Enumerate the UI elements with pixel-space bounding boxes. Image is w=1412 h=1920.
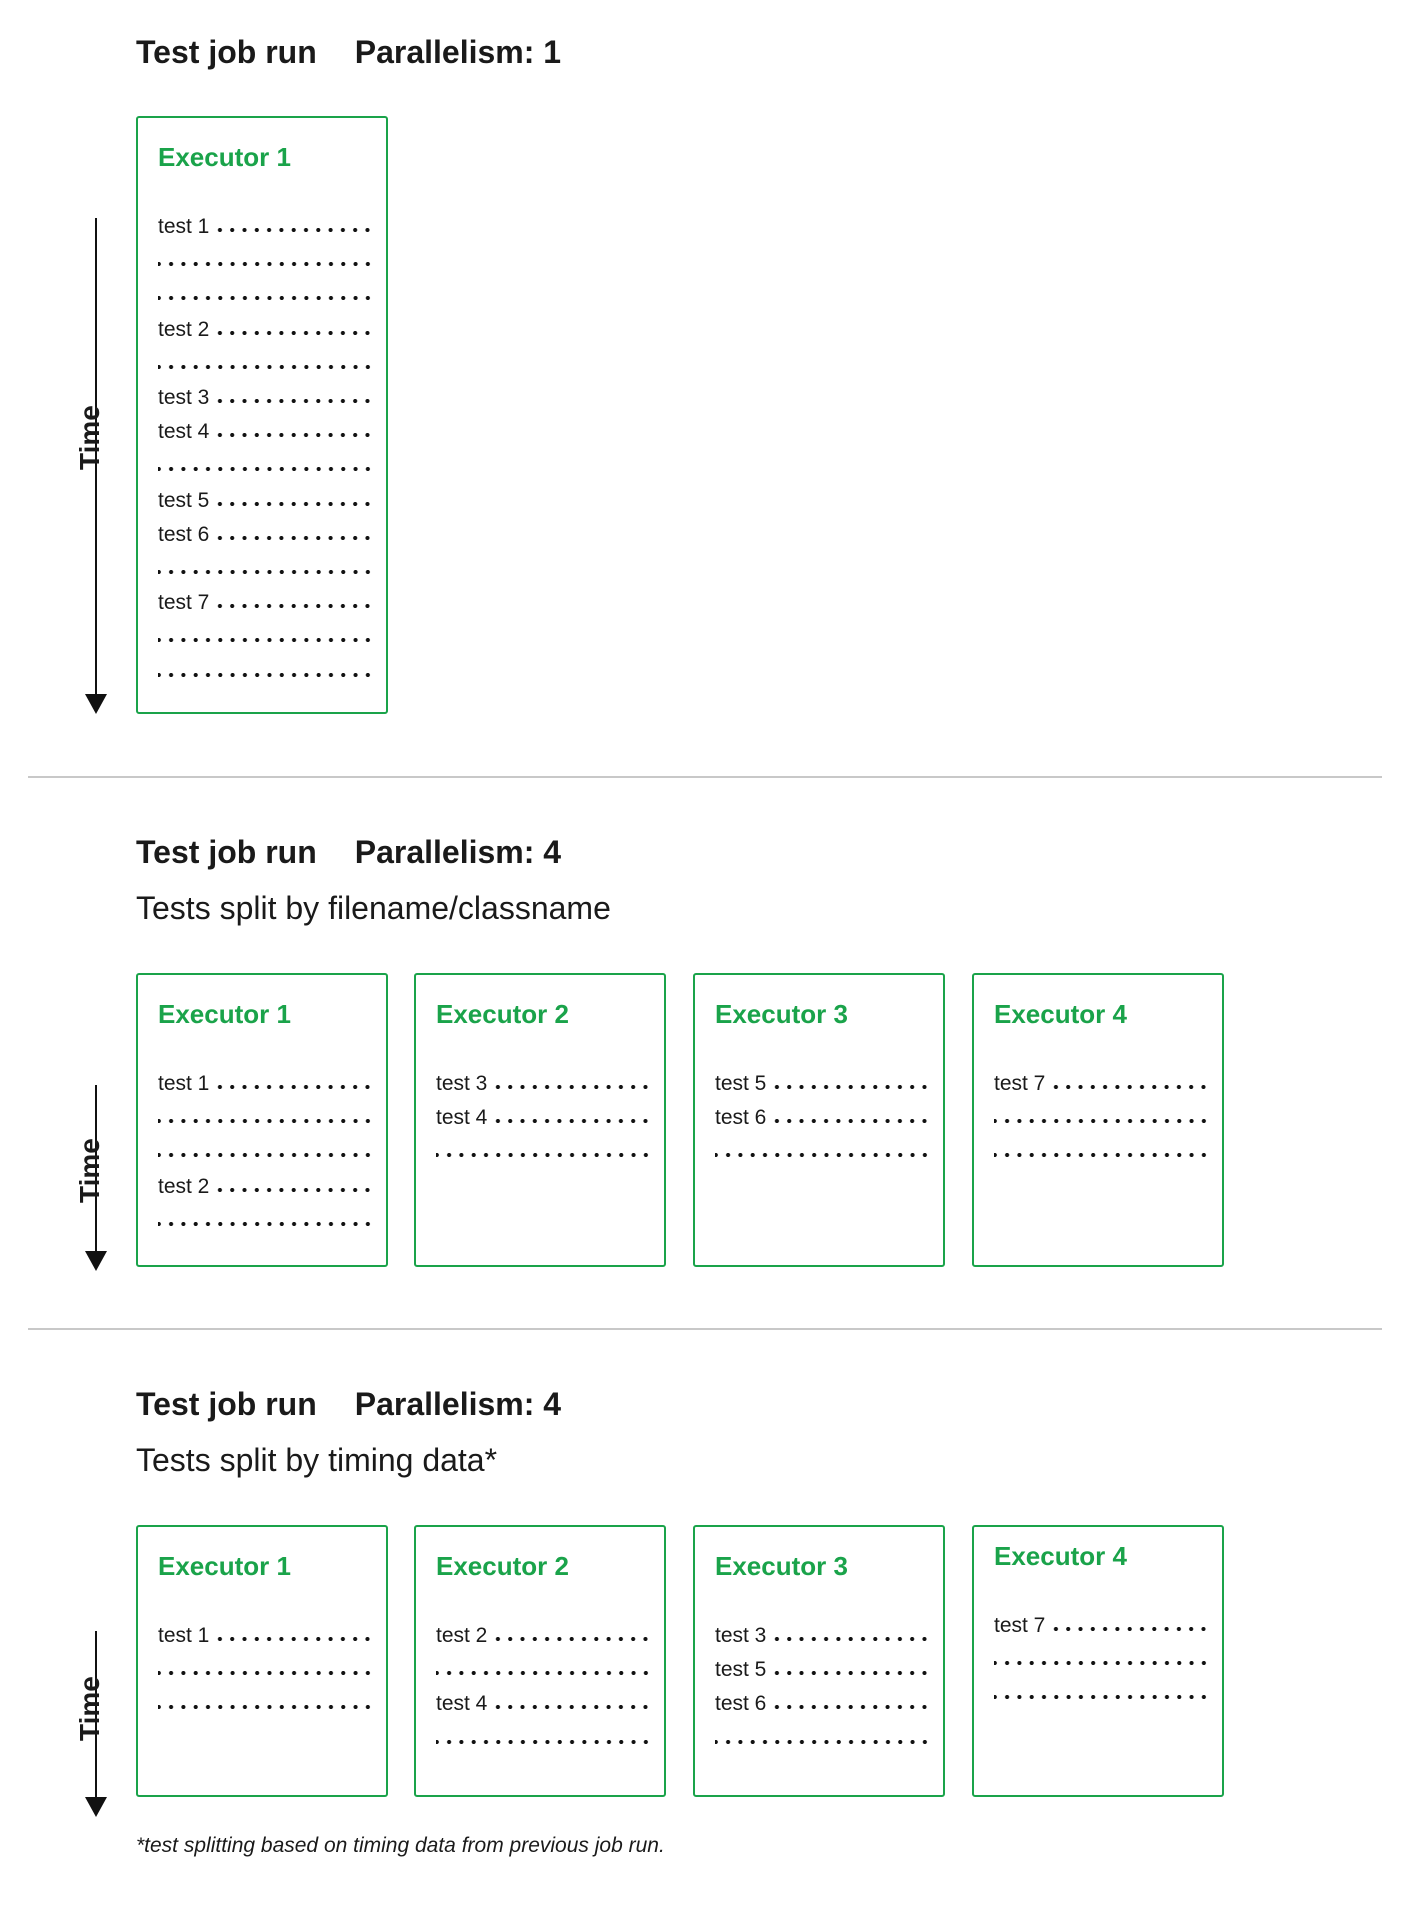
- dotted-duration: [215, 604, 374, 608]
- time-continuation-row: [715, 1722, 931, 1756]
- time-axis-label: Time: [74, 1138, 105, 1203]
- section-title: Test job run: [136, 34, 317, 70]
- section-divider: [28, 776, 1382, 778]
- test-label: test 7: [994, 1072, 1051, 1096]
- dotted-duration: [215, 228, 374, 232]
- executor-title: Executor 1: [158, 1551, 291, 1581]
- executor-title: Executor 3: [715, 999, 848, 1029]
- test-row: [715, 1653, 931, 1687]
- dotted-duration: [493, 1637, 652, 1641]
- executor-timeline: [158, 210, 374, 689]
- time-continuation-row: [158, 1687, 374, 1721]
- time-continuation-row: [436, 1722, 652, 1756]
- arrow-down-icon: [85, 694, 107, 714]
- test-label: test 5: [158, 489, 215, 513]
- dotted-duration: [158, 570, 374, 574]
- test-row: [436, 1687, 652, 1721]
- test-label: test 1: [158, 215, 215, 239]
- arrow-down-icon: [85, 1251, 107, 1271]
- dotted-duration: [158, 296, 374, 300]
- test-label: test 3: [715, 1624, 772, 1648]
- parallelism-label: Parallelism: 4: [354, 1386, 562, 1422]
- executor-card: [136, 116, 388, 714]
- executor-timeline: [994, 1609, 1210, 1712]
- dotted-duration: [158, 467, 374, 471]
- time-continuation-row: [158, 620, 374, 654]
- executor-timeline: [715, 1619, 931, 1756]
- executor-timeline: [436, 1619, 652, 1756]
- dotted-duration: [215, 331, 374, 335]
- section-heading: [136, 834, 561, 871]
- executor-card: [972, 1525, 1224, 1797]
- dotted-duration: [158, 1705, 374, 1709]
- test-row: [715, 1687, 931, 1721]
- time-axis-label: Time: [74, 1676, 105, 1741]
- dotted-duration: [772, 1671, 931, 1675]
- test-row: [158, 586, 374, 620]
- test-label: test 5: [715, 1072, 772, 1096]
- executor-timeline: [158, 1619, 374, 1722]
- dotted-duration: [772, 1085, 931, 1089]
- section-subtitle: Tests split by timing data*: [136, 1442, 498, 1478]
- dotted-duration: [493, 1119, 652, 1123]
- section-heading: [136, 34, 561, 71]
- dotted-duration: [158, 1119, 374, 1123]
- test-label: test 3: [158, 386, 215, 410]
- dotted-duration: [158, 1671, 374, 1675]
- dotted-duration: [215, 502, 374, 506]
- executor-card: [414, 1525, 666, 1797]
- time-continuation-row: [158, 1135, 374, 1169]
- time-continuation-row: [158, 278, 374, 312]
- dotted-duration: [1051, 1627, 1210, 1631]
- executor-timeline: [158, 1067, 374, 1238]
- time-continuation-row: [158, 1653, 374, 1687]
- test-label: test 4: [436, 1692, 493, 1716]
- dotted-duration: [436, 1153, 652, 1157]
- test-row: [994, 1067, 1210, 1101]
- time-continuation-row: [994, 1135, 1210, 1169]
- dotted-duration: [715, 1153, 931, 1157]
- dotted-duration: [994, 1695, 1210, 1699]
- time-continuation-row: [436, 1653, 652, 1687]
- test-label: test 2: [436, 1624, 493, 1648]
- test-row: [158, 1619, 374, 1653]
- time-axis-label: Time: [74, 405, 105, 470]
- dotted-duration: [493, 1705, 652, 1709]
- time-continuation-row: [158, 449, 374, 483]
- dotted-duration: [215, 536, 374, 540]
- executor-card: [693, 973, 945, 1267]
- executor-timeline: [994, 1067, 1210, 1170]
- dotted-duration: [158, 638, 374, 642]
- test-row: [158, 1170, 374, 1204]
- test-row: [715, 1101, 931, 1135]
- executor-timeline: [715, 1067, 931, 1170]
- dotted-duration: [215, 433, 374, 437]
- test-row: [436, 1067, 652, 1101]
- test-label: test 2: [158, 1175, 215, 1199]
- test-label: test 7: [994, 1614, 1051, 1638]
- test-label: test 5: [715, 1658, 772, 1682]
- test-label: test 6: [715, 1692, 772, 1716]
- test-label: test 6: [715, 1106, 772, 1130]
- test-label: test 6: [158, 523, 215, 547]
- test-row: [994, 1609, 1210, 1643]
- time-continuation-row: [715, 1135, 931, 1169]
- test-row: [158, 1067, 374, 1101]
- dotted-duration: [994, 1119, 1210, 1123]
- section-subtitle: Tests split by filename/classname: [136, 890, 611, 926]
- dotted-duration: [493, 1085, 652, 1089]
- dotted-duration: [994, 1153, 1210, 1157]
- test-row: [436, 1619, 652, 1653]
- test-label: test 4: [158, 420, 215, 444]
- executor-card: [693, 1525, 945, 1797]
- section-divider: [28, 1328, 1382, 1330]
- dotted-duration: [158, 1153, 374, 1157]
- dotted-duration: [1051, 1085, 1210, 1089]
- parallelism-label: Parallelism: 4: [354, 834, 562, 870]
- section-heading: [136, 1386, 561, 1423]
- test-row: [158, 484, 374, 518]
- dotted-duration: [215, 1637, 374, 1641]
- executor-title: Executor 1: [158, 142, 291, 172]
- dotted-duration: [436, 1671, 652, 1675]
- dotted-duration: [158, 365, 374, 369]
- time-continuation-row: [994, 1643, 1210, 1677]
- test-label: test 3: [436, 1072, 493, 1096]
- test-row: [436, 1101, 652, 1135]
- test-row: [158, 415, 374, 449]
- time-continuation-row: [158, 552, 374, 586]
- executor-title: Executor 4: [994, 999, 1127, 1029]
- executor-title: Executor 1: [158, 999, 291, 1029]
- dotted-duration: [215, 1085, 374, 1089]
- test-label: test 2: [158, 318, 215, 342]
- test-row: [715, 1619, 931, 1653]
- executor-card: [136, 1525, 388, 1797]
- executor-card: [414, 973, 666, 1267]
- dotted-duration: [215, 399, 374, 403]
- time-continuation-row: [436, 1135, 652, 1169]
- test-row: [158, 210, 374, 244]
- executor-title: Executor 2: [436, 1551, 569, 1581]
- test-label: test 1: [158, 1624, 215, 1648]
- dotted-duration: [215, 1188, 374, 1192]
- test-label: test 1: [158, 1072, 215, 1096]
- executor-title: Executor 4: [994, 1541, 1127, 1571]
- executor-card: [136, 973, 388, 1267]
- dotted-duration: [772, 1637, 931, 1641]
- dotted-duration: [994, 1661, 1210, 1665]
- dotted-duration: [158, 1222, 374, 1226]
- executor-timeline: [436, 1067, 652, 1170]
- section-title: Test job run: [136, 834, 317, 870]
- section-title: Test job run: [136, 1386, 317, 1422]
- dotted-duration: [772, 1705, 931, 1709]
- dotted-duration: [715, 1740, 931, 1744]
- executor-title: Executor 2: [436, 999, 569, 1029]
- arrow-down-icon: [85, 1797, 107, 1817]
- test-row: [158, 381, 374, 415]
- test-row: [715, 1067, 931, 1101]
- executor-card: [972, 973, 1224, 1267]
- executor-title: Executor 3: [715, 1551, 848, 1581]
- footnote: *test splitting based on timing data from previous job run.: [136, 1834, 665, 1857]
- time-continuation-row: [158, 347, 374, 381]
- dotted-duration: [436, 1740, 652, 1744]
- time-continuation-row: [158, 1101, 374, 1135]
- test-label: test 7: [158, 591, 215, 615]
- time-continuation-row: [994, 1677, 1210, 1711]
- test-row: [158, 313, 374, 347]
- time-continuation-row: [158, 654, 374, 688]
- dotted-duration: [158, 262, 374, 266]
- test-label: test 4: [436, 1106, 493, 1130]
- time-continuation-row: [158, 1204, 374, 1238]
- time-continuation-row: [158, 244, 374, 278]
- dotted-duration: [772, 1119, 931, 1123]
- time-continuation-row: [994, 1101, 1210, 1135]
- dotted-duration: [158, 673, 374, 677]
- test-row: [158, 518, 374, 552]
- parallelism-label: Parallelism: 1: [354, 34, 562, 70]
